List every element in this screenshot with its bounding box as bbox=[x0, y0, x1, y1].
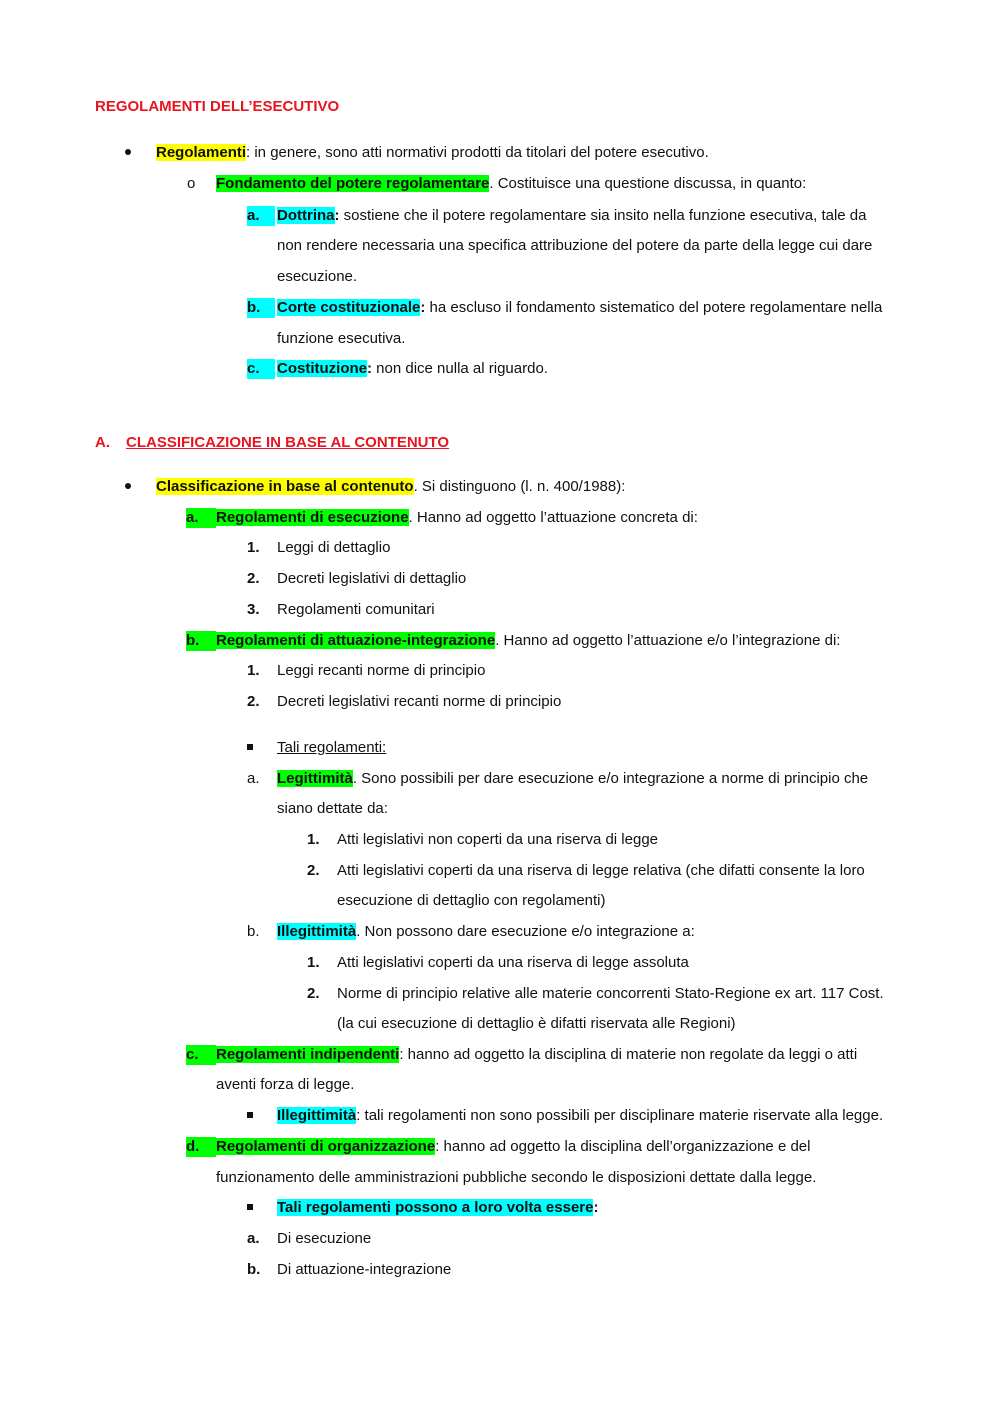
text-line: esecuzione di dettaglio con regolamenti) bbox=[337, 892, 606, 909]
organizzazione-sub-line: Tali regolamenti possono a loro volta essere: bbox=[277, 1199, 599, 1216]
list-marker: b. bbox=[247, 1261, 261, 1278]
corte-term: Corte costituzionale bbox=[277, 299, 421, 316]
list-marker: a. bbox=[186, 508, 216, 528]
attuazione-term: Regolamenti di attuazione-integrazione bbox=[216, 632, 496, 649]
esecuzione-line: Regolamenti di esecuzione. Hanno ad oggetto l’attuazione concreta di: bbox=[216, 509, 698, 526]
illegittimita-term: Illegittimità bbox=[277, 923, 357, 940]
section-marker: A. bbox=[95, 434, 110, 451]
list-item: Decreti legislativi di dettaglio bbox=[277, 570, 467, 587]
dottrina-term: Dottrina bbox=[277, 207, 335, 224]
intro-term: Regolamenti bbox=[156, 144, 247, 161]
list-item: Atti legislativi coperti da una riserva di legge assoluta bbox=[337, 954, 689, 971]
list-marker: 2. bbox=[307, 985, 320, 1002]
classificazione-term: Classificazione in base al contenuto bbox=[156, 478, 414, 495]
page-title: REGOLAMENTI DELL’ESECUTIVO bbox=[95, 98, 340, 115]
list-item: Atti legislativi coperti da una riserva di legge relativa (che difatti consente la loro bbox=[337, 862, 865, 879]
list-item: Decreti legislativi recanti norme di principio bbox=[277, 693, 562, 710]
fondamento-term: Fondamento del potere regolamentare bbox=[216, 175, 490, 192]
list-marker: 1. bbox=[307, 954, 320, 971]
intro-line: Regolamenti: in genere, sono atti normativi prodotti da titolari del potere esecutivo. bbox=[156, 144, 709, 161]
classificazione-line: Classificazione in base al contenuto. Si distinguono (l. n. 400/1988): bbox=[156, 478, 626, 495]
list-item: Di attuazione-integrazione bbox=[277, 1261, 452, 1278]
text-line: esecuzione. bbox=[277, 268, 358, 285]
list-marker: c. bbox=[247, 359, 275, 379]
square-bullet-icon bbox=[247, 738, 253, 758]
costituzione-line: Costituzione: non dice nulla al riguardo. bbox=[277, 360, 548, 377]
list-marker: 1. bbox=[247, 662, 260, 679]
list-marker: d. bbox=[186, 1137, 216, 1157]
square-bullet-icon bbox=[247, 1198, 253, 1218]
illegittimita-line: Illegittimità. Non possono dare esecuzione e/o integrazione a: bbox=[277, 923, 695, 940]
list-marker: b. bbox=[247, 298, 275, 318]
text-line: aventi forza di legge. bbox=[216, 1076, 355, 1093]
list-marker: a. bbox=[247, 1230, 260, 1247]
organizzazione-line: Regolamenti di organizzazione: hanno ad oggetto la disciplina dell’organizzazione e del bbox=[216, 1138, 811, 1155]
illegittimita-term: Illegittimità bbox=[277, 1107, 357, 1124]
list-marker: b. bbox=[247, 923, 260, 940]
bullet-icon bbox=[125, 477, 131, 497]
text-line: funzionamento delle amministrazioni pubbliche secondo le disposizioni dettate dalla legge. bbox=[216, 1169, 817, 1186]
corte-line: Corte costituzionale: ha escluso il fondamento sistematico del potere regolamentare nella bbox=[277, 299, 883, 316]
sub-bullet-marker: o bbox=[187, 175, 196, 192]
note-heading: Tali regolamenti: bbox=[277, 739, 387, 756]
list-item: Regolamenti comunitari bbox=[277, 601, 435, 618]
list-marker: 2. bbox=[307, 862, 320, 879]
list-item: Atti legislativi non coperti da una riserva di legge bbox=[337, 831, 659, 848]
list-item: Leggi recanti norme di principio bbox=[277, 662, 486, 679]
square-bullet-icon bbox=[247, 1106, 253, 1126]
list-item: Leggi di dettaglio bbox=[277, 539, 391, 556]
list-marker: 1. bbox=[307, 831, 320, 848]
bullet-icon bbox=[125, 143, 131, 163]
list-marker: 2. bbox=[247, 570, 260, 587]
list-marker: 3. bbox=[247, 601, 260, 618]
esecuzione-term: Regolamenti di esecuzione bbox=[216, 509, 409, 526]
indipendenti-illeg-line: Illegittimità: tali regolamenti non sono possibili per disciplinare materie riservate alla legge. bbox=[277, 1107, 884, 1124]
dottrina-line: Dottrina: sostiene che il potere regolamentare sia insito nella funzione esecutiva, tale da bbox=[277, 207, 867, 224]
costituzione-term: Costituzione bbox=[277, 360, 367, 377]
text-line: funzione esecutiva. bbox=[277, 330, 406, 347]
legittimita-line: Legittimità. Sono possibili per dare esecuzione e/o integrazione a norme di principio che bbox=[277, 770, 869, 787]
text-line: siano dettate da: bbox=[277, 800, 388, 817]
list-marker: a. bbox=[247, 770, 260, 787]
text-line: (la cui esecuzione di dettaglio è difatti riservata alle Regioni) bbox=[337, 1015, 736, 1032]
list-marker: 1. bbox=[247, 539, 260, 556]
list-marker: b. bbox=[186, 631, 216, 651]
organizzazione-sub-term: Tali regolamenti possono a loro volta essere bbox=[277, 1199, 594, 1216]
attuazione-line: Regolamenti di attuazione-integrazione. Hanno ad oggetto l’attuazione e/o l’integrazione di: bbox=[216, 632, 841, 649]
section-heading: CLASSIFICAZIONE IN BASE AL CONTENUTO bbox=[126, 434, 450, 451]
list-marker: a. bbox=[247, 206, 275, 226]
list-marker: c. bbox=[186, 1045, 216, 1065]
text-line: non rendere necessaria una specifica attribuzione del potere da parte della legge cui dare bbox=[277, 237, 873, 254]
indipendenti-term: Regolamenti indipendenti bbox=[216, 1046, 400, 1063]
list-marker: 2. bbox=[247, 693, 260, 710]
indipendenti-line: Regolamenti indipendenti: hanno ad oggetto la disciplina di materie non regolate da leggi o atti bbox=[216, 1046, 858, 1063]
fondamento-line: Fondamento del potere regolamentare. Costituisce una questione discussa, in quanto: bbox=[216, 175, 807, 192]
list-item: Di esecuzione bbox=[277, 1230, 372, 1247]
list-item: Norme di principio relative alle materie concorrenti Stato-Regione ex art. 117 Cost. bbox=[337, 985, 884, 1002]
organizzazione-term: Regolamenti di organizzazione bbox=[216, 1138, 436, 1155]
legittimita-term: Legittimità bbox=[277, 770, 353, 787]
